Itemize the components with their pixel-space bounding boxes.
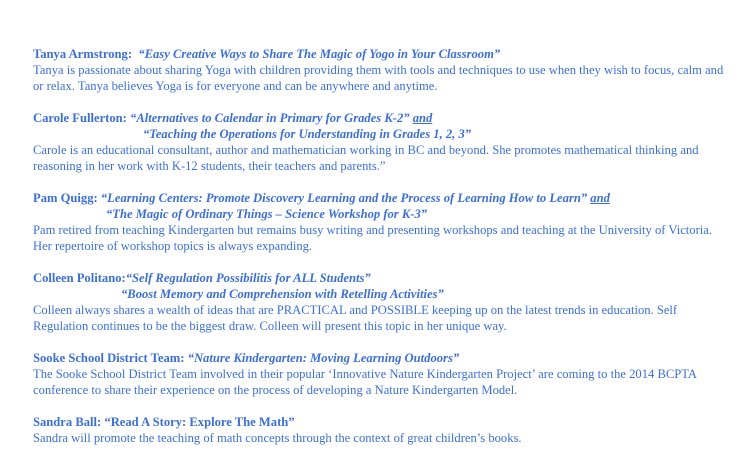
workshop-title: “Self Regulation Possibilitis for ALL Students” [125,271,371,285]
workshop-title-second: “The Magic of Ordinary Things – Science Workshop for K-3” [106,207,428,221]
workshop-title: “Read A Story: Explore The Math” [104,415,295,429]
presenter-entry [33,414,733,446]
workshop-title-second: “Teaching the Operations for Understanding in Grades 1, 2, 3” [143,127,472,141]
presenter-entry [33,46,733,94]
presenter-name: Pam Quigg: [33,191,98,205]
presenter-name: Sandra Ball: [33,415,102,429]
workshop-title: “Learning Centers: Promote Discovery Learning and the Process of Learning How to Learn” [100,191,588,205]
and-link[interactable]: and [590,191,610,205]
presenter-entry [33,190,733,254]
presenter-entry [33,350,733,398]
presenter-title-line [33,270,733,286]
presenter-title-line [33,350,733,366]
presenter-name: Tanya Armstrong: [33,47,133,61]
presenter-description: Pam retired from teaching Kindergarten but remains busy writing and presenting workshops and teaching at the University of Victoria. Her repertoire of workshop topics is always expanding. [33,223,713,253]
presenter-title-line [33,46,733,62]
presenter-description: The Sooke School District Team involved in their popular ‘Innovative Nature Kindergarten Project’ are coming to the 2014 BCPTA conference to share their experience on the process of developing a Nature Kindergarten Model. [33,367,697,397]
presenter-title-line [33,110,733,126]
presenter-name: Sooke School District Team: [33,351,185,365]
workshop-title: “Alternatives to Calendar in Primary for Grades K-2” [130,111,410,125]
presenter-name: Carole Fullerton: [33,111,127,125]
presenter-description: Carole is an educational consultant, author and mathematician working in BC and beyond. She promotes mathematical thinking and reasoning in her work with K-12 students, their teachers and parents.” [33,143,699,173]
presenter-description: Tanya is passionate about sharing Yoga with children providing them with tools and techniques to use when they wish to focus, calm and or relax. Tanya believes Yoga is for everyone and can be anywhere and anytime. [33,63,724,93]
workshop-title-second: “Boost Memory and Comprehension with Retelling Activities” [121,287,444,301]
and-link[interactable]: and [412,111,433,125]
presenter-description: Colleen always shares a wealth of ideas that are PRACTICAL and POSSIBLE keeping up on the latest trends in education. Self Regulation continues to be the biggest draw. Colleen will present this topic in her unique way. [33,303,678,333]
workshop-title: “Nature Kindergarten: Moving Learning Outdoors” [187,351,460,365]
presenter-entry [33,110,733,174]
presenter-description: Sandra will promote the teaching of math concepts through the context of great children’s books. [33,431,522,445]
presenter-title-line [33,414,733,430]
presenter-entry [33,270,733,334]
presenter-title-line [33,190,733,206]
presenter-name: Colleen Politano: [33,271,126,285]
workshop-title: “Easy Creative Ways to Share The Magic of Yogo in Your Classroom” [138,47,501,61]
presenters-list [33,46,733,462]
